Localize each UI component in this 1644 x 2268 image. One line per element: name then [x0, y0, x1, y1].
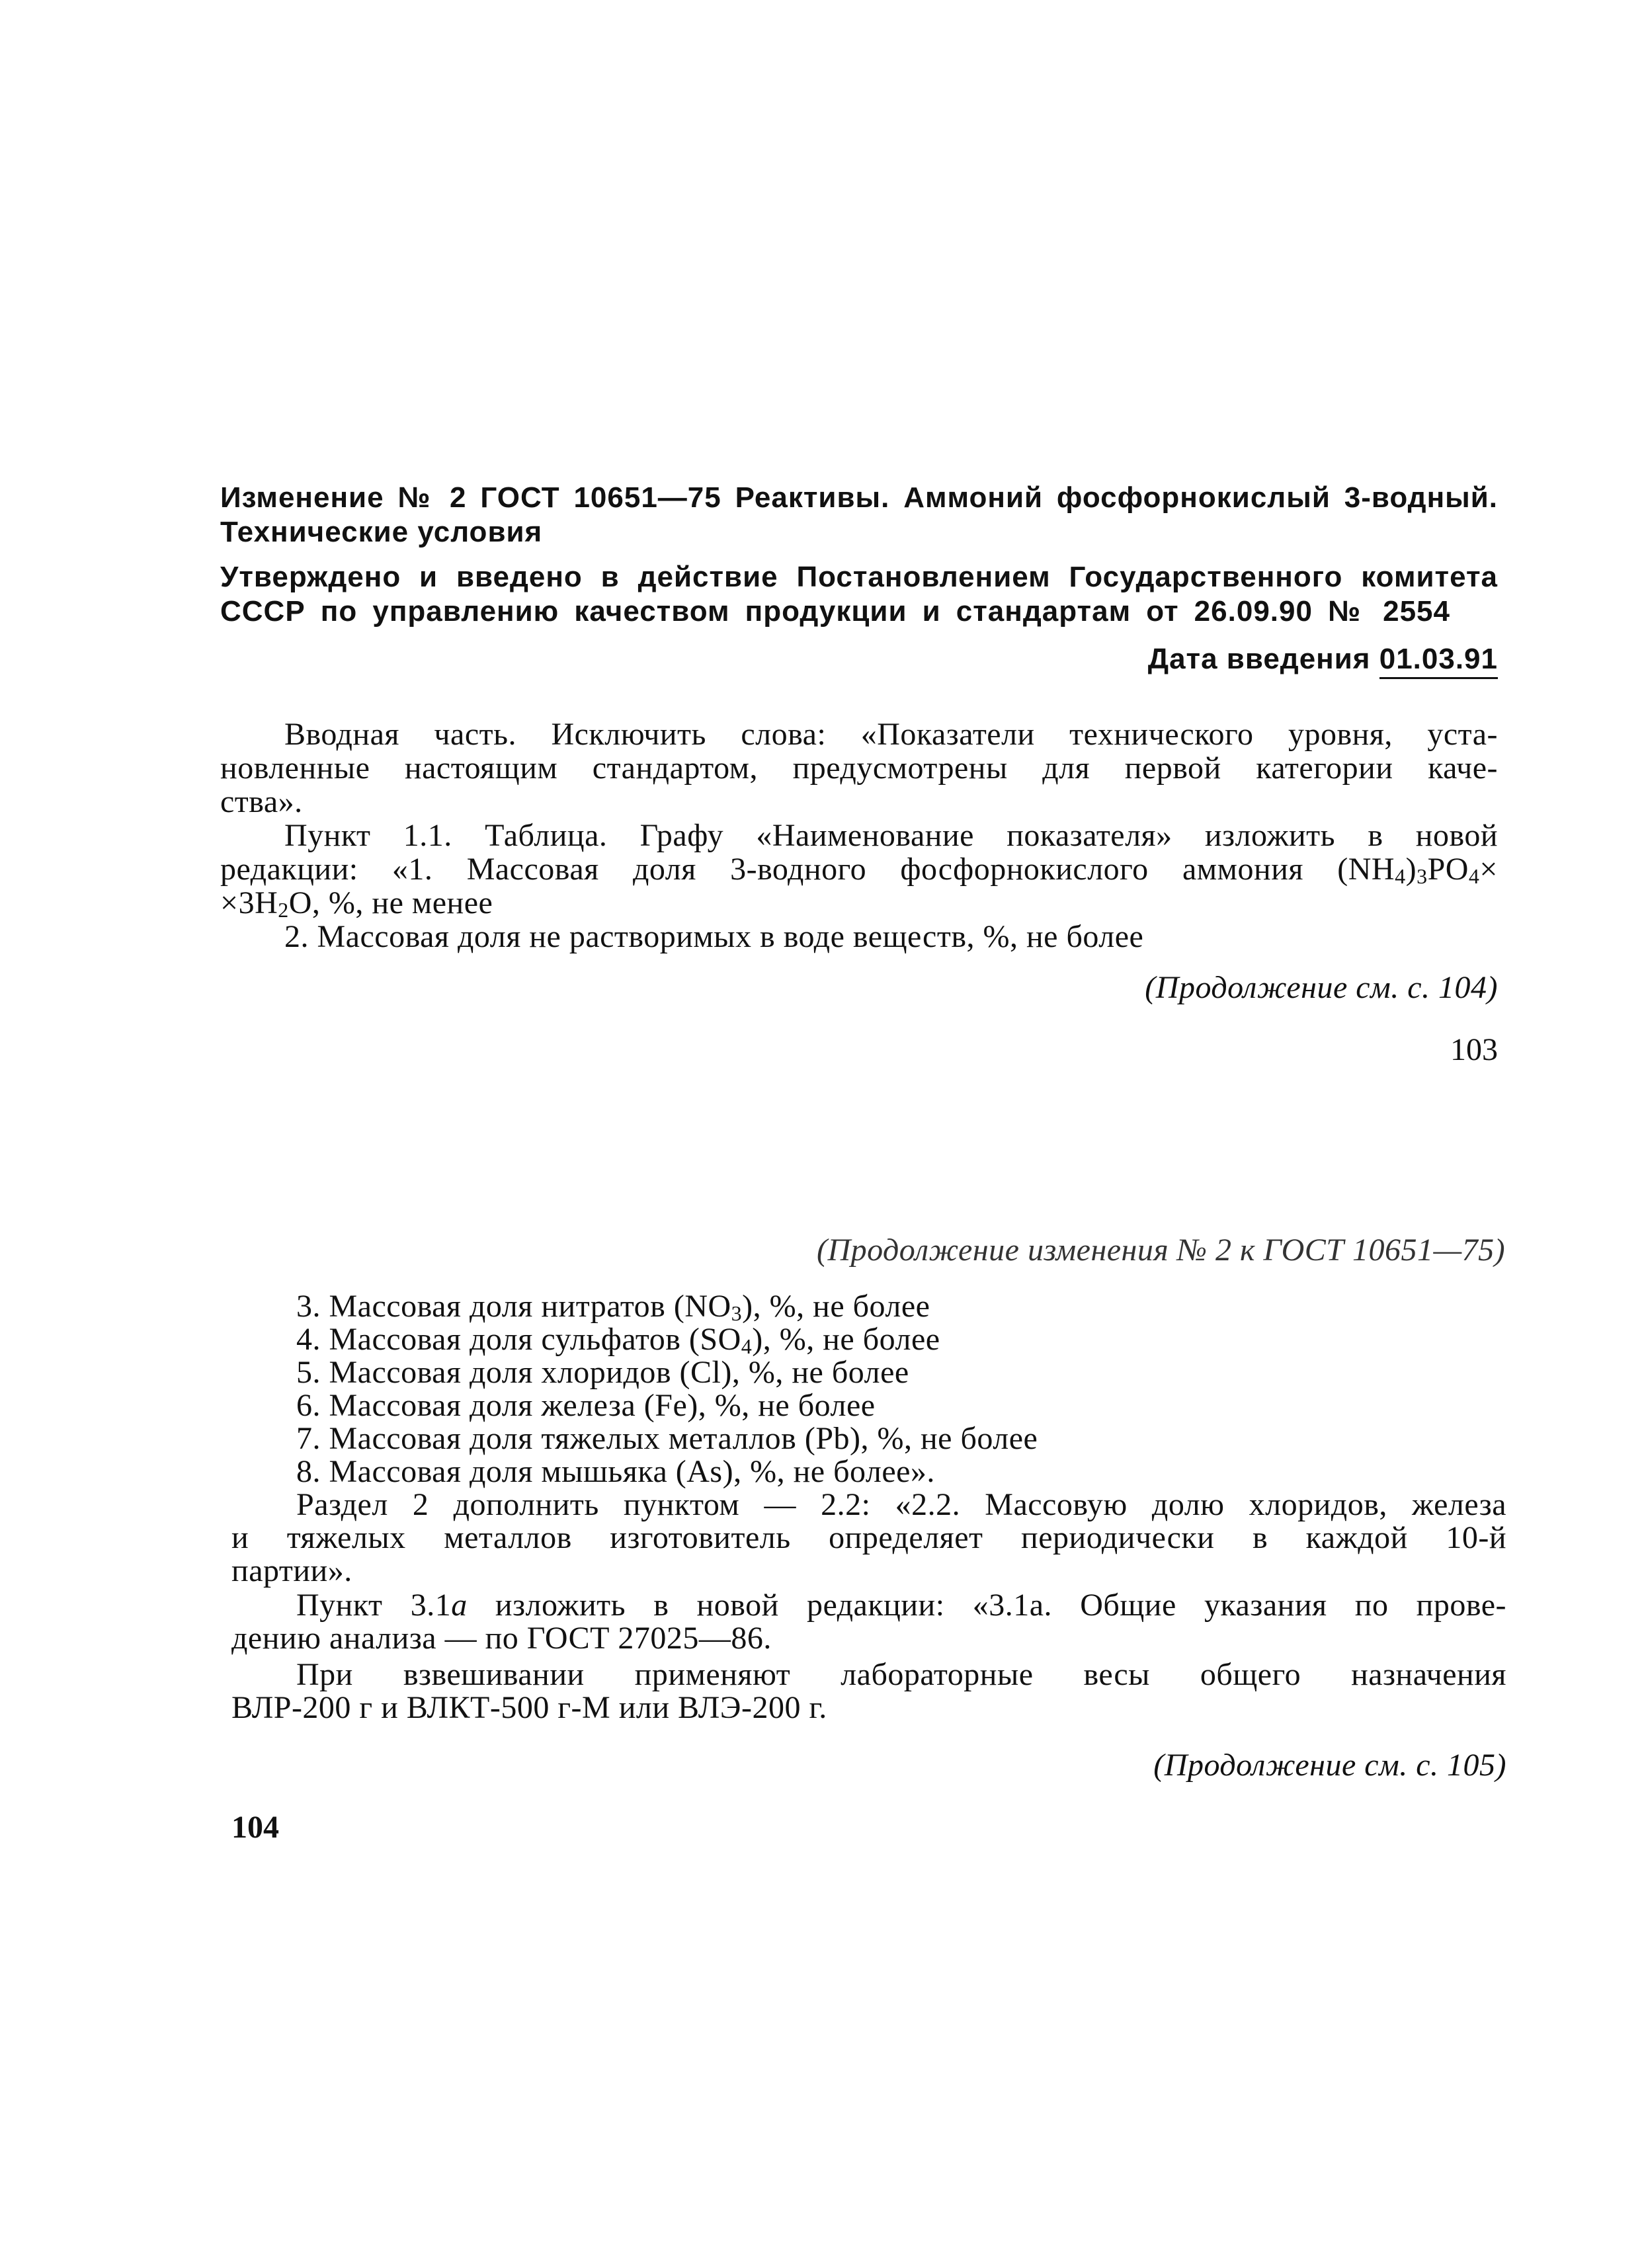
item-5: 5. Массовая доля хлоридов (Cl), %, не более — [296, 1355, 909, 1390]
formula-part: ) — [1405, 852, 1417, 887]
point-3-1a-line2: дению анализа — по ГОСТ 27025—86. — [231, 1621, 772, 1656]
formula-part: ×3H — [220, 885, 278, 920]
continuation-note-104: (Продолжение см. с. 105) — [1153, 1748, 1506, 1783]
item-8: 8. Массовая доля мышьяка (As), %, не более». — [296, 1454, 935, 1489]
item-text: 3. Массовая доля нитратов (NO — [296, 1289, 731, 1324]
intro-line2: новленные настоящим стандартом, предусмотрены для первой категории каче- — [220, 750, 1498, 786]
approval-line2: СССР по управлению качеством продукции и стандартам от 26.09.90 № 2554 — [220, 595, 1450, 628]
weighing-line1: При взвешивании применяют лабораторные весы общего назначения — [296, 1657, 1506, 1692]
subscript: 3 — [1417, 864, 1428, 888]
point-3-1a-line1 — [296, 1588, 1506, 1622]
point-1-1-line1: Пункт 1.1. Таблица. Графу «Наименование показателя» изложить в новой — [284, 818, 1498, 853]
item-4 — [296, 1322, 940, 1356]
subscript: 4 — [1468, 864, 1480, 888]
section-2-line1: Раздел 2 дополнить пунктом — 2.2: «2.2. Массовую долю хлоридов, железа — [296, 1487, 1506, 1522]
effective-date-value: 01.03.91 — [1379, 643, 1498, 679]
section-2-line3: партии». — [231, 1553, 352, 1588]
subscript: 2 — [278, 898, 289, 922]
subscript: 4 — [741, 1334, 753, 1358]
point-1-1-line2 — [220, 852, 1498, 886]
point-text: Пункт 3.1 — [296, 1588, 452, 1623]
effective-date-label: Дата введения — [1147, 643, 1371, 675]
continuation-header-104: (Продолжение изменения № 2 к ГОСТ 10651—75) — [817, 1233, 1506, 1268]
item-text: ), %, не более — [752, 1322, 940, 1357]
item-3 — [296, 1289, 930, 1323]
page-number-104: 104 — [231, 1810, 279, 1845]
formula-part: редакции: «1. Массовая доля 3-водного фосфорнокислого аммония (NH — [220, 852, 1395, 887]
subscript: 3 — [731, 1301, 743, 1325]
item-text: ), %, не более — [742, 1289, 930, 1324]
formula-part: × — [1479, 852, 1498, 887]
document-title-line1: Изменение № 2 ГОСТ 10651—75 Реактивы. Аммоний фосфорнокислый 3-водный. — [220, 481, 1498, 514]
approval-line1: Утверждено и введено в действие Постановлением Государственного комитета — [220, 561, 1498, 593]
intro-line1: Вводная часть. Исключить слова: «Показатели технического уровня, уста- — [284, 717, 1498, 752]
formula-part: O, %, не менее — [288, 885, 493, 920]
item-2: 2. Массовая доля не растворимых в воде веществ, %, не более — [284, 919, 1144, 954]
point-1-1-line3 — [220, 886, 493, 920]
item-7: 7. Массовая доля тяжелых металлов (Pb), %, не более — [296, 1421, 1038, 1456]
item-text: 4. Массовая доля сульфатов (SO — [296, 1322, 741, 1357]
document-title-line2: Технические условия — [220, 516, 543, 548]
point-text: изложить в новой редакции: «3.1а. Общие указания по прове- — [467, 1588, 1507, 1623]
page-number-103: 103 — [1450, 1032, 1498, 1067]
point-text-italic: а — [451, 1588, 468, 1623]
formula-part: PO — [1427, 852, 1469, 887]
effective-date — [1143, 643, 1498, 676]
item-6: 6. Массовая доля железа (Fe), %, не более — [296, 1388, 876, 1423]
continuation-note-103: (Продолжение см. с. 104) — [1145, 970, 1498, 1005]
weighing-line2: ВЛР-200 г и ВЛКТ-500 г-М или ВЛЭ-200 г. — [231, 1690, 827, 1725]
section-2-line2: и тяжелых металлов изготовитель определяет периодически в каждой 10-й — [231, 1520, 1506, 1555]
subscript: 4 — [1395, 864, 1406, 888]
intro-line3: ства». — [220, 784, 303, 819]
